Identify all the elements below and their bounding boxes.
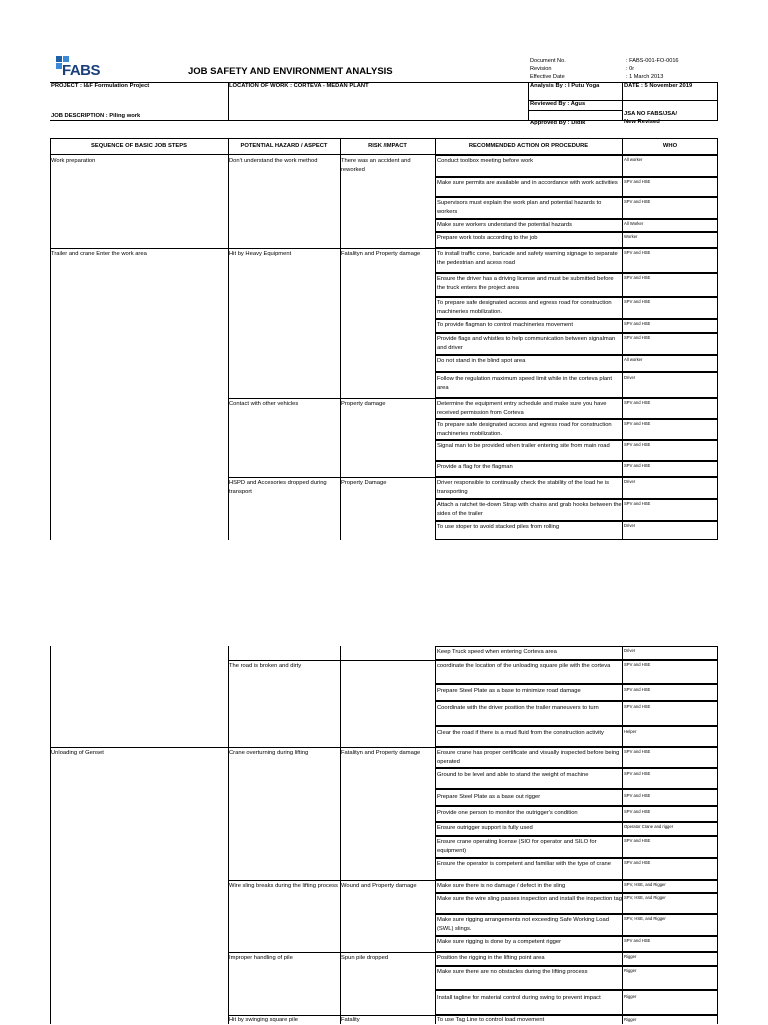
who-cell (622, 646, 718, 660)
who-cell (622, 822, 718, 836)
header-divider (528, 82, 529, 120)
who-cell (622, 914, 718, 936)
row-separator (228, 398, 435, 399)
action-text: Make sure rigging is done by a competent rigger (437, 939, 562, 945)
hazard-text: Hit by Heavy Equipment (229, 251, 292, 257)
action-text: Make sure permits are available and in accordance with work activities (437, 180, 618, 186)
hazard-text: Contact with other vehicles (229, 401, 299, 407)
who-cell (622, 966, 718, 990)
who-text: SPV and HSE (624, 860, 651, 865)
row-separator (50, 747, 435, 748)
action-row (435, 297, 623, 319)
table-border (50, 646, 51, 1024)
who-text: SPV and HSE (624, 687, 651, 692)
hazard-text: HSPD and Accesories dropped during transport (229, 480, 327, 495)
who-cell (622, 768, 718, 789)
who-text: All Worker (624, 221, 644, 226)
action-row (435, 914, 623, 936)
jsa-number-field: JSA NO FABS/JSA/ (624, 111, 677, 117)
action-row (435, 355, 623, 372)
who-text: SPV and HSE (624, 771, 651, 776)
action-text: Ensure outrigger support is fully used (437, 825, 533, 831)
action-row (435, 177, 623, 197)
risk-text: Fatality (341, 1017, 360, 1023)
action-row (435, 893, 623, 914)
who-cell (622, 684, 718, 701)
table-border (228, 646, 229, 1024)
hazard-text: Don't understand the work method (229, 158, 318, 164)
who-text: SPV and HSE (624, 421, 651, 426)
who-cell (622, 789, 718, 806)
column-header-steps: SEQUENCE OF BASIC JOB STEPS (91, 143, 187, 149)
who-text: SPV and HSE (624, 179, 651, 184)
action-text: Install tagline for material control during swing to prevent impact (437, 995, 601, 1001)
action-text: Ensure the operator is competent and familiar with the type of crane (437, 861, 612, 867)
who-text: Driver (624, 375, 636, 380)
who-text: Driver (624, 648, 636, 653)
action-row (435, 747, 623, 768)
risk-text: There was an accident and reworked (341, 158, 411, 173)
action-row (435, 684, 623, 701)
action-text: To use Tag Line to control load movement (437, 1017, 545, 1023)
who-cell (622, 893, 718, 914)
action-row (435, 966, 623, 990)
action-row (435, 419, 623, 440)
location-field: LOCATION OF WORK : CORTEVA - MEDAN PLANT (229, 83, 369, 89)
action-text: Clear the road if there is a mud fluid from the construction activity (437, 730, 604, 736)
who-text: SPV and HSE (624, 749, 651, 754)
who-text: SPV and HSE (624, 442, 651, 447)
who-text: SPV, HSE, and Rigger (624, 882, 666, 887)
hazard-text: Hit by swinging square pile (229, 1017, 298, 1023)
who-cell (622, 806, 718, 822)
who-text: SPV and HSE (624, 662, 651, 667)
action-row (435, 398, 623, 419)
action-text: Ensure crane operating license (SIO for operator and SILO for equipment) (437, 839, 597, 854)
hazard-text: Wire sling breaks during the lifting process (229, 883, 338, 889)
action-row (435, 806, 623, 822)
who-cell (622, 936, 718, 952)
column-header-action: RECOMMENDED ACTION OR PROCEDURE (468, 143, 589, 149)
who-cell (622, 219, 718, 232)
who-cell (622, 333, 718, 355)
who-cell (622, 477, 718, 499)
who-text: SPV and HSE (624, 335, 651, 340)
who-text: SPV and HSE (624, 250, 651, 255)
row-separator (228, 880, 435, 881)
who-cell (622, 419, 718, 440)
who-cell (622, 398, 718, 419)
action-row (435, 789, 623, 806)
who-text: SPV and HSE (624, 704, 651, 709)
who-text: SPV and HSE (624, 463, 651, 468)
action-row (435, 440, 623, 461)
action-row (435, 768, 623, 789)
hazard-text: Improper handling of pile (229, 955, 293, 961)
action-row (435, 726, 623, 747)
who-cell (622, 197, 718, 219)
row-separator (228, 660, 435, 661)
job-step: Unloading of Genset (51, 750, 104, 756)
who-cell (622, 836, 718, 858)
action-text: Signal man to be provided when trailer entering site from main road (437, 443, 610, 449)
header-divider (717, 82, 718, 120)
who-text: SPV, HSE, and Rigger (624, 895, 666, 900)
who-text: SPV and HSE (624, 838, 651, 843)
action-row (435, 273, 623, 297)
effective-date-label: Effective Date (530, 74, 565, 80)
action-text: Make sure the wire sling passes inspection and install the inspection tag (437, 896, 622, 902)
action-row (435, 990, 623, 1015)
header-divider (622, 82, 623, 120)
action-text: Make sure workers understand the potential hazards (437, 222, 573, 228)
who-cell (622, 248, 718, 273)
action-row (435, 219, 623, 232)
header-rule (528, 110, 622, 111)
action-text: Driver responsible to continually check the stability of the load he is transporting (437, 480, 610, 495)
who-text: SPV and HSE (624, 321, 651, 326)
action-row (435, 319, 623, 333)
who-text: SPV and HSE (624, 275, 651, 280)
action-text: To provide flagman to control machineries movement (437, 322, 573, 328)
doc-number-value: : FABS-001-FO-0016 (626, 58, 679, 64)
action-text: Determine the equipment entry schedule and make sure you have received permission from Corteva (437, 401, 607, 416)
who-text: Rigger (624, 994, 637, 999)
who-text: SPV and HSE (624, 299, 651, 304)
action-text: To use stoper to avoid stacked piles from rolling (437, 524, 560, 530)
who-cell (622, 232, 718, 248)
action-row (435, 646, 623, 660)
action-text: Make sure there are no obstacles during the lifting process (437, 969, 588, 975)
who-text: SPV and HSE (624, 400, 651, 405)
risk-text: Fatalityn and Property damage (341, 251, 421, 257)
action-row (435, 952, 623, 966)
who-cell (622, 726, 718, 747)
header-rule (50, 120, 718, 121)
action-text: Provide one person to monitor the outrigger's condition (437, 810, 578, 816)
action-row (435, 232, 623, 248)
who-text: Driver (624, 523, 636, 528)
hazard-text: Crane overturning during lifting (229, 750, 309, 756)
action-text: Attach a ratchet tie-down Strap with chains and grab hooks between the sides of the trailer (437, 502, 622, 517)
who-cell (622, 355, 718, 372)
risk-text: Spun pile dropped (341, 955, 389, 961)
job-step: Trailer and crane Enter the work area (51, 251, 147, 257)
action-text: Ensure crane has proper certificate and visually inspected before being operated (437, 750, 620, 765)
action-row (435, 155, 623, 177)
who-cell (622, 521, 718, 540)
who-text: SPV and HSE (624, 938, 651, 943)
who-cell (622, 499, 718, 521)
action-row (435, 858, 623, 880)
action-text: Keep Truck speed when entering Corteva area (437, 649, 557, 655)
who-text: SPV and HSE (624, 199, 651, 204)
who-cell (622, 372, 718, 398)
action-text: Coordinate with the driver position the trailer maneuvers to turn (437, 705, 599, 711)
action-row (435, 836, 623, 858)
row-separator (228, 952, 435, 953)
risk-text: Property Damage (341, 480, 387, 486)
project-field: PROJECT : I&F Formulation Project (51, 83, 150, 89)
who-text: SPV and HSE (624, 501, 651, 506)
who-text: SPV and HSE (624, 793, 651, 798)
jsa-status-field: New Revised (624, 119, 660, 125)
who-cell (622, 155, 718, 177)
who-text: Operator Crane and rigger (624, 824, 674, 829)
who-cell (622, 1015, 718, 1024)
action-row (435, 372, 623, 398)
approved-by-field: Approved By : Didik (530, 120, 586, 126)
header-rule (50, 82, 718, 83)
who-text: Worker (624, 234, 638, 239)
risk-text: Property damage (341, 401, 386, 407)
table-border (340, 646, 341, 1024)
table-border (622, 138, 623, 154)
date-field: DATE : 5 November 2019 (624, 83, 693, 89)
who-cell (622, 319, 718, 333)
revision-label: Revision (530, 66, 552, 72)
action-row (435, 197, 623, 219)
action-text: Provide flags and whistles to help communication between signalman and driver (437, 336, 616, 351)
column-header-risk: RISK /IMPACT (368, 143, 407, 149)
action-row (435, 822, 623, 836)
action-text: coordinate the location of the unloading square pile with the corteva (437, 663, 611, 669)
reviewed-by-field: Reviewed By : Agus (530, 101, 586, 107)
who-cell (622, 461, 718, 477)
who-text: Rigger (624, 968, 637, 973)
job-step: Work preparation (51, 158, 96, 164)
action-row (435, 461, 623, 477)
action-text: Do not stand in the blind spot area (437, 358, 526, 364)
action-text: Make sure rigging arrangements not exceeding Safe Working Load (SWL) slings. (437, 917, 609, 932)
action-text: Prepare work tools according to the job (437, 235, 538, 241)
who-text: All worker (624, 357, 643, 362)
document-title: JOB SAFETY AND ENVIRONMENT ANALYSIS (188, 66, 393, 77)
action-text: Supervisors must explain the work plan and potential hazards to workers (437, 200, 602, 215)
action-row (435, 1015, 623, 1024)
action-text: Provide a flag for the flagman (437, 464, 513, 470)
row-separator (228, 477, 435, 478)
who-cell (622, 701, 718, 726)
who-cell (622, 297, 718, 319)
action-text: Position the rigging in the lifting point area (437, 955, 545, 961)
risk-text: Wound and Property damage (341, 883, 417, 889)
who-cell (622, 952, 718, 966)
who-text: SPV, HSE, and Rigger (624, 916, 666, 921)
action-row (435, 333, 623, 355)
action-text: Prepare Steel Plate as a base to minimize road damage (437, 688, 581, 694)
action-text: Ground to be level and able to stand the weight of machine (437, 772, 589, 778)
who-text: Driver (624, 479, 636, 484)
who-cell (622, 747, 718, 768)
action-row (435, 248, 623, 273)
effective-date-value: : 1 March 2013 (626, 74, 664, 80)
action-row (435, 521, 623, 540)
action-text: To prepare safe designated access and egress road for construction machineries mobilization. (437, 300, 612, 315)
action-text: Conduct toolbox meeting before work (437, 158, 534, 164)
action-row (435, 499, 623, 521)
action-text: Prepare Steel Plate as a base out rigger (437, 794, 541, 800)
action-row (435, 936, 623, 952)
action-text: To prepare safe designated access and egress road for construction machineries mobilization. (437, 422, 612, 437)
fabs-logo (52, 56, 110, 80)
column-header-who: WHO (662, 143, 678, 149)
logo-text: FABS (62, 62, 101, 79)
row-separator (50, 248, 435, 249)
hazard-text: The road is broken and dirty (229, 663, 302, 669)
action-text: To install traffic cone, baricade and safety warning signage to separate the pedestrian and acess road (437, 251, 618, 266)
action-text: Make sure there is no damage / defect in the sling (437, 883, 566, 889)
who-cell (622, 177, 718, 197)
table-border (50, 138, 51, 540)
who-text: Rigger (624, 1017, 637, 1022)
analysis-by-field: Analysis By : I Putu Yoga (530, 83, 600, 89)
table-border (435, 138, 436, 154)
action-row (435, 701, 623, 726)
who-cell (622, 858, 718, 880)
job-description-field: JOB DESCRIPTION : Piling work (51, 113, 141, 119)
action-row (435, 660, 623, 684)
action-row (435, 477, 623, 499)
who-text: Rigger (624, 954, 637, 959)
who-text: SPV and HSE (624, 809, 651, 814)
doc-number-label: Document No. (530, 58, 566, 64)
table-border (717, 138, 718, 154)
revision-value: : 0r (626, 66, 635, 72)
action-row (435, 880, 623, 893)
column-header-hazard: POTENTIAL HAZARD / ASPECT (240, 143, 328, 149)
action-text: Ensure the driver has a driving license and must be submitted before the truck enters the project area (437, 276, 614, 291)
risk-text: Fatalityn and Property damage (341, 750, 421, 756)
who-text: Helper (624, 729, 637, 734)
who-cell (622, 660, 718, 684)
who-cell (622, 990, 718, 1015)
who-text: All worker (624, 157, 643, 162)
who-cell (622, 273, 718, 297)
who-cell (622, 880, 718, 893)
action-text: Follow the regulation maximum speed limit while in the corteva plant area (437, 376, 612, 391)
who-cell (622, 440, 718, 461)
